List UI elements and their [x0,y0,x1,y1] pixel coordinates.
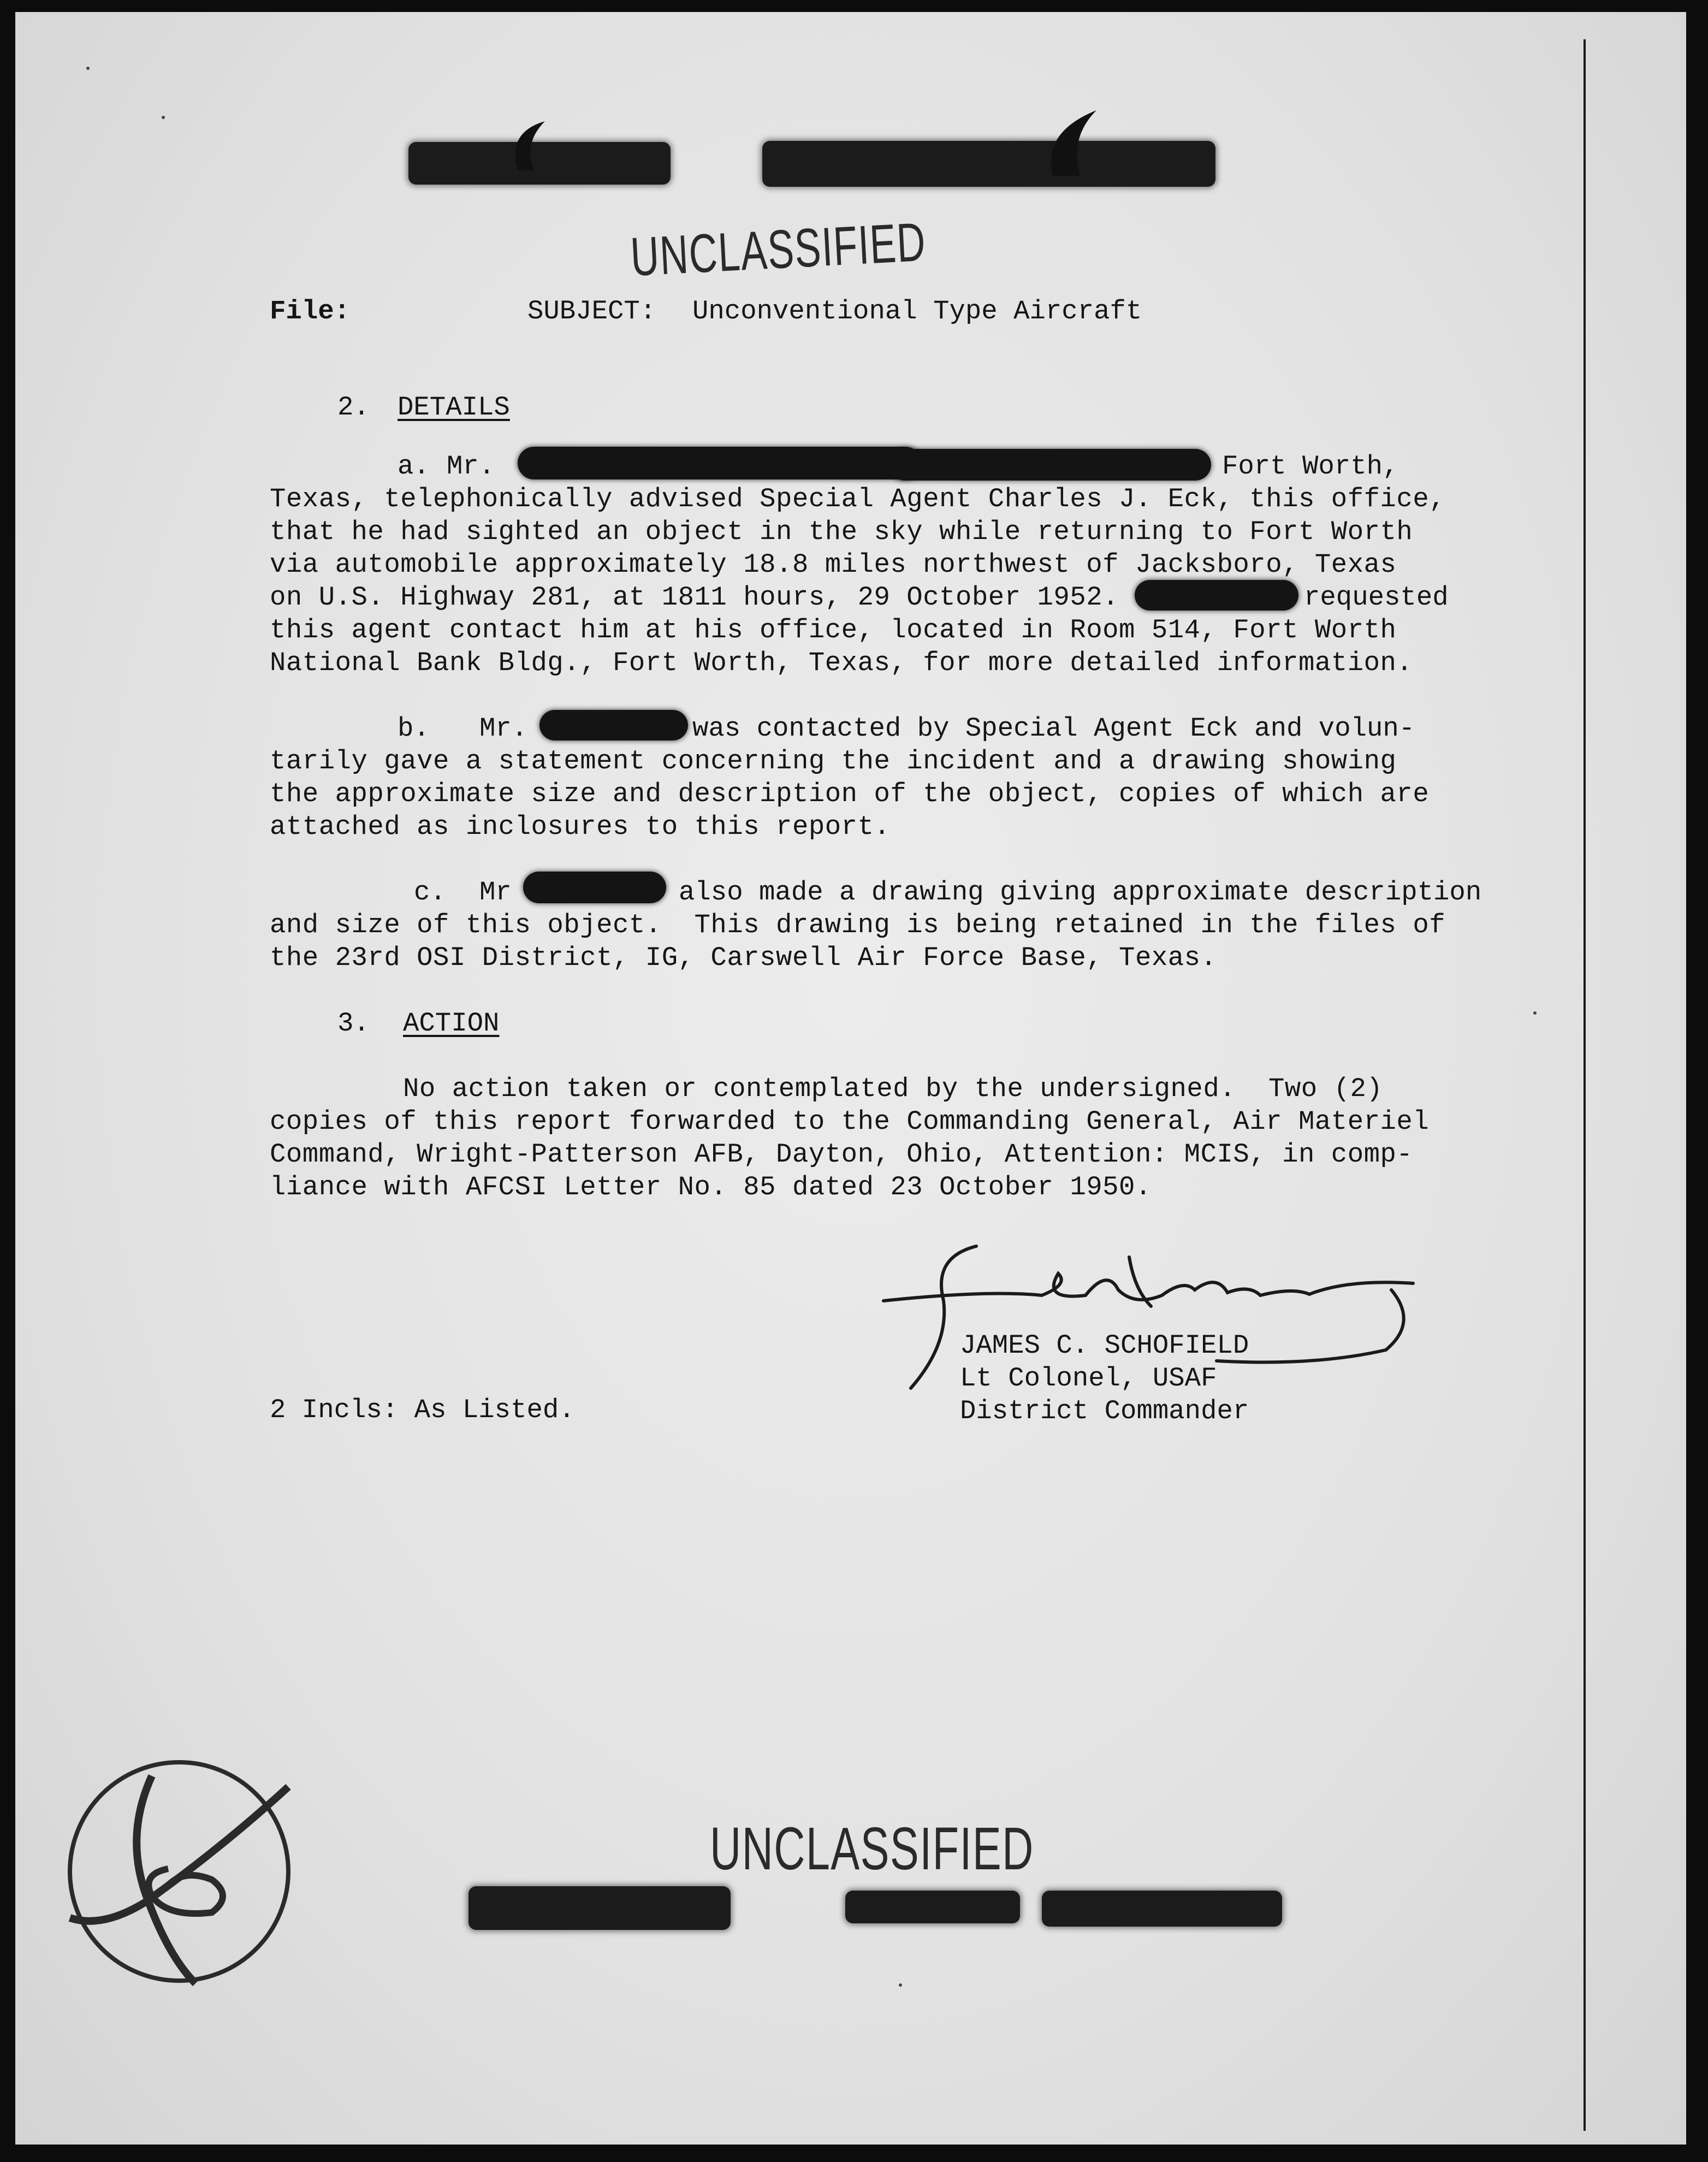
para-a-line: via automobile approximately 18.8 miles northwest of Jacksboro, Texas [270,549,1397,580]
para-a-line: Fort Worth, [1222,451,1399,482]
subject-text: Unconventional Type Aircraft [692,296,1142,327]
document-page [15,12,1686,2145]
para-b-line: tarily gave a statement concerning the incident and a drawing showing [270,746,1397,777]
crescent-stamp-mark-icon [496,110,572,176]
obliterated-marking-bottom-left [468,1886,731,1930]
para-a-line: on U.S. Highway 281, at 1811 hours, 29 October 1952. [270,582,1119,613]
para-a-line: that he had sighted an object in the sky while returning to Fort Worth [270,517,1413,547]
scan-speck [1533,1011,1537,1015]
signer-title: District Commander [960,1396,1249,1426]
redaction-address [889,449,1211,481]
section-details-title: DETAILS [398,392,510,423]
para-b-label: b. [398,713,430,744]
para-a-line: National Bank Bldg., Fort Worth, Texas, for more detailed information. [270,648,1413,678]
page-edge-line [1584,39,1586,2131]
redaction-name [523,872,666,903]
redaction-name [1135,580,1298,611]
para-c-line: and size of this object. This drawing is being retained in the files of [270,910,1446,940]
para-b-line: was contacted by Special Agent Eck and volun- [692,713,1415,744]
crossed-circle-stamp-icon [59,1738,310,1994]
para-b-line: Mr. [479,713,528,744]
unclassified-stamp-top: UNCLASSIFIED [629,211,928,288]
para-a-line: Texas, telephonically advised Special Agent Charles J. Eck, this office, [270,484,1446,514]
obliterated-marking-bottom-middle [845,1891,1020,1923]
para-c-label: c. [414,877,446,908]
crescent-stamp-mark-icon [1031,99,1124,181]
para-c-line: Mr [479,877,512,908]
para-a-line: Mr. [447,451,495,482]
scan-speck [899,1983,902,1987]
redaction-name [539,710,688,741]
section-action-number: 3. [337,1008,370,1039]
redaction-name [518,447,922,479]
section-action-title: ACTION [403,1008,500,1039]
para-b-line: attached as inclosures to this report. [270,812,891,842]
action-line: Command, Wright-Patterson AFB, Dayton, Ohio, Attention: MCIS, in comp- [270,1139,1413,1170]
obliterated-marking-top-right [762,141,1215,187]
signer-rank: Lt Colonel, USAF [960,1363,1217,1394]
unclassified-stamp-bottom: UNCLASSIFIED [710,1815,1034,1882]
para-a-line: requested [1304,582,1449,613]
inclosures-note: 2 Incls: As Listed. [270,1395,575,1425]
file-label: File: [270,296,351,327]
obliterated-marking-bottom-right [1042,1891,1282,1927]
para-c-line: also made a drawing giving approximate description [679,877,1482,908]
action-line: No action taken or contemplated by the undersigned. Two (2) [403,1074,1383,1104]
para-a-line: this agent contact him at his office, located in Room 514, Fort Worth [270,615,1397,645]
action-line: copies of this report forwarded to the Commanding General, Air Materiel [270,1106,1430,1137]
scan-speck [86,67,90,70]
scan-speck [162,116,165,119]
para-c-line: the 23rd OSI District, IG, Carswell Air Force Base, Texas. [270,943,1217,973]
para-b-line: the approximate size and description of the object, copies of which are [270,779,1430,809]
action-line: liance with AFCSI Letter No. 85 dated 23 October 1950. [270,1172,1152,1203]
para-a-label: a. [398,451,430,482]
signer-name: JAMES C. SCHOFIELD [960,1330,1249,1361]
subject-label: SUBJECT: [527,296,656,327]
section-details-number: 2. [337,392,370,423]
